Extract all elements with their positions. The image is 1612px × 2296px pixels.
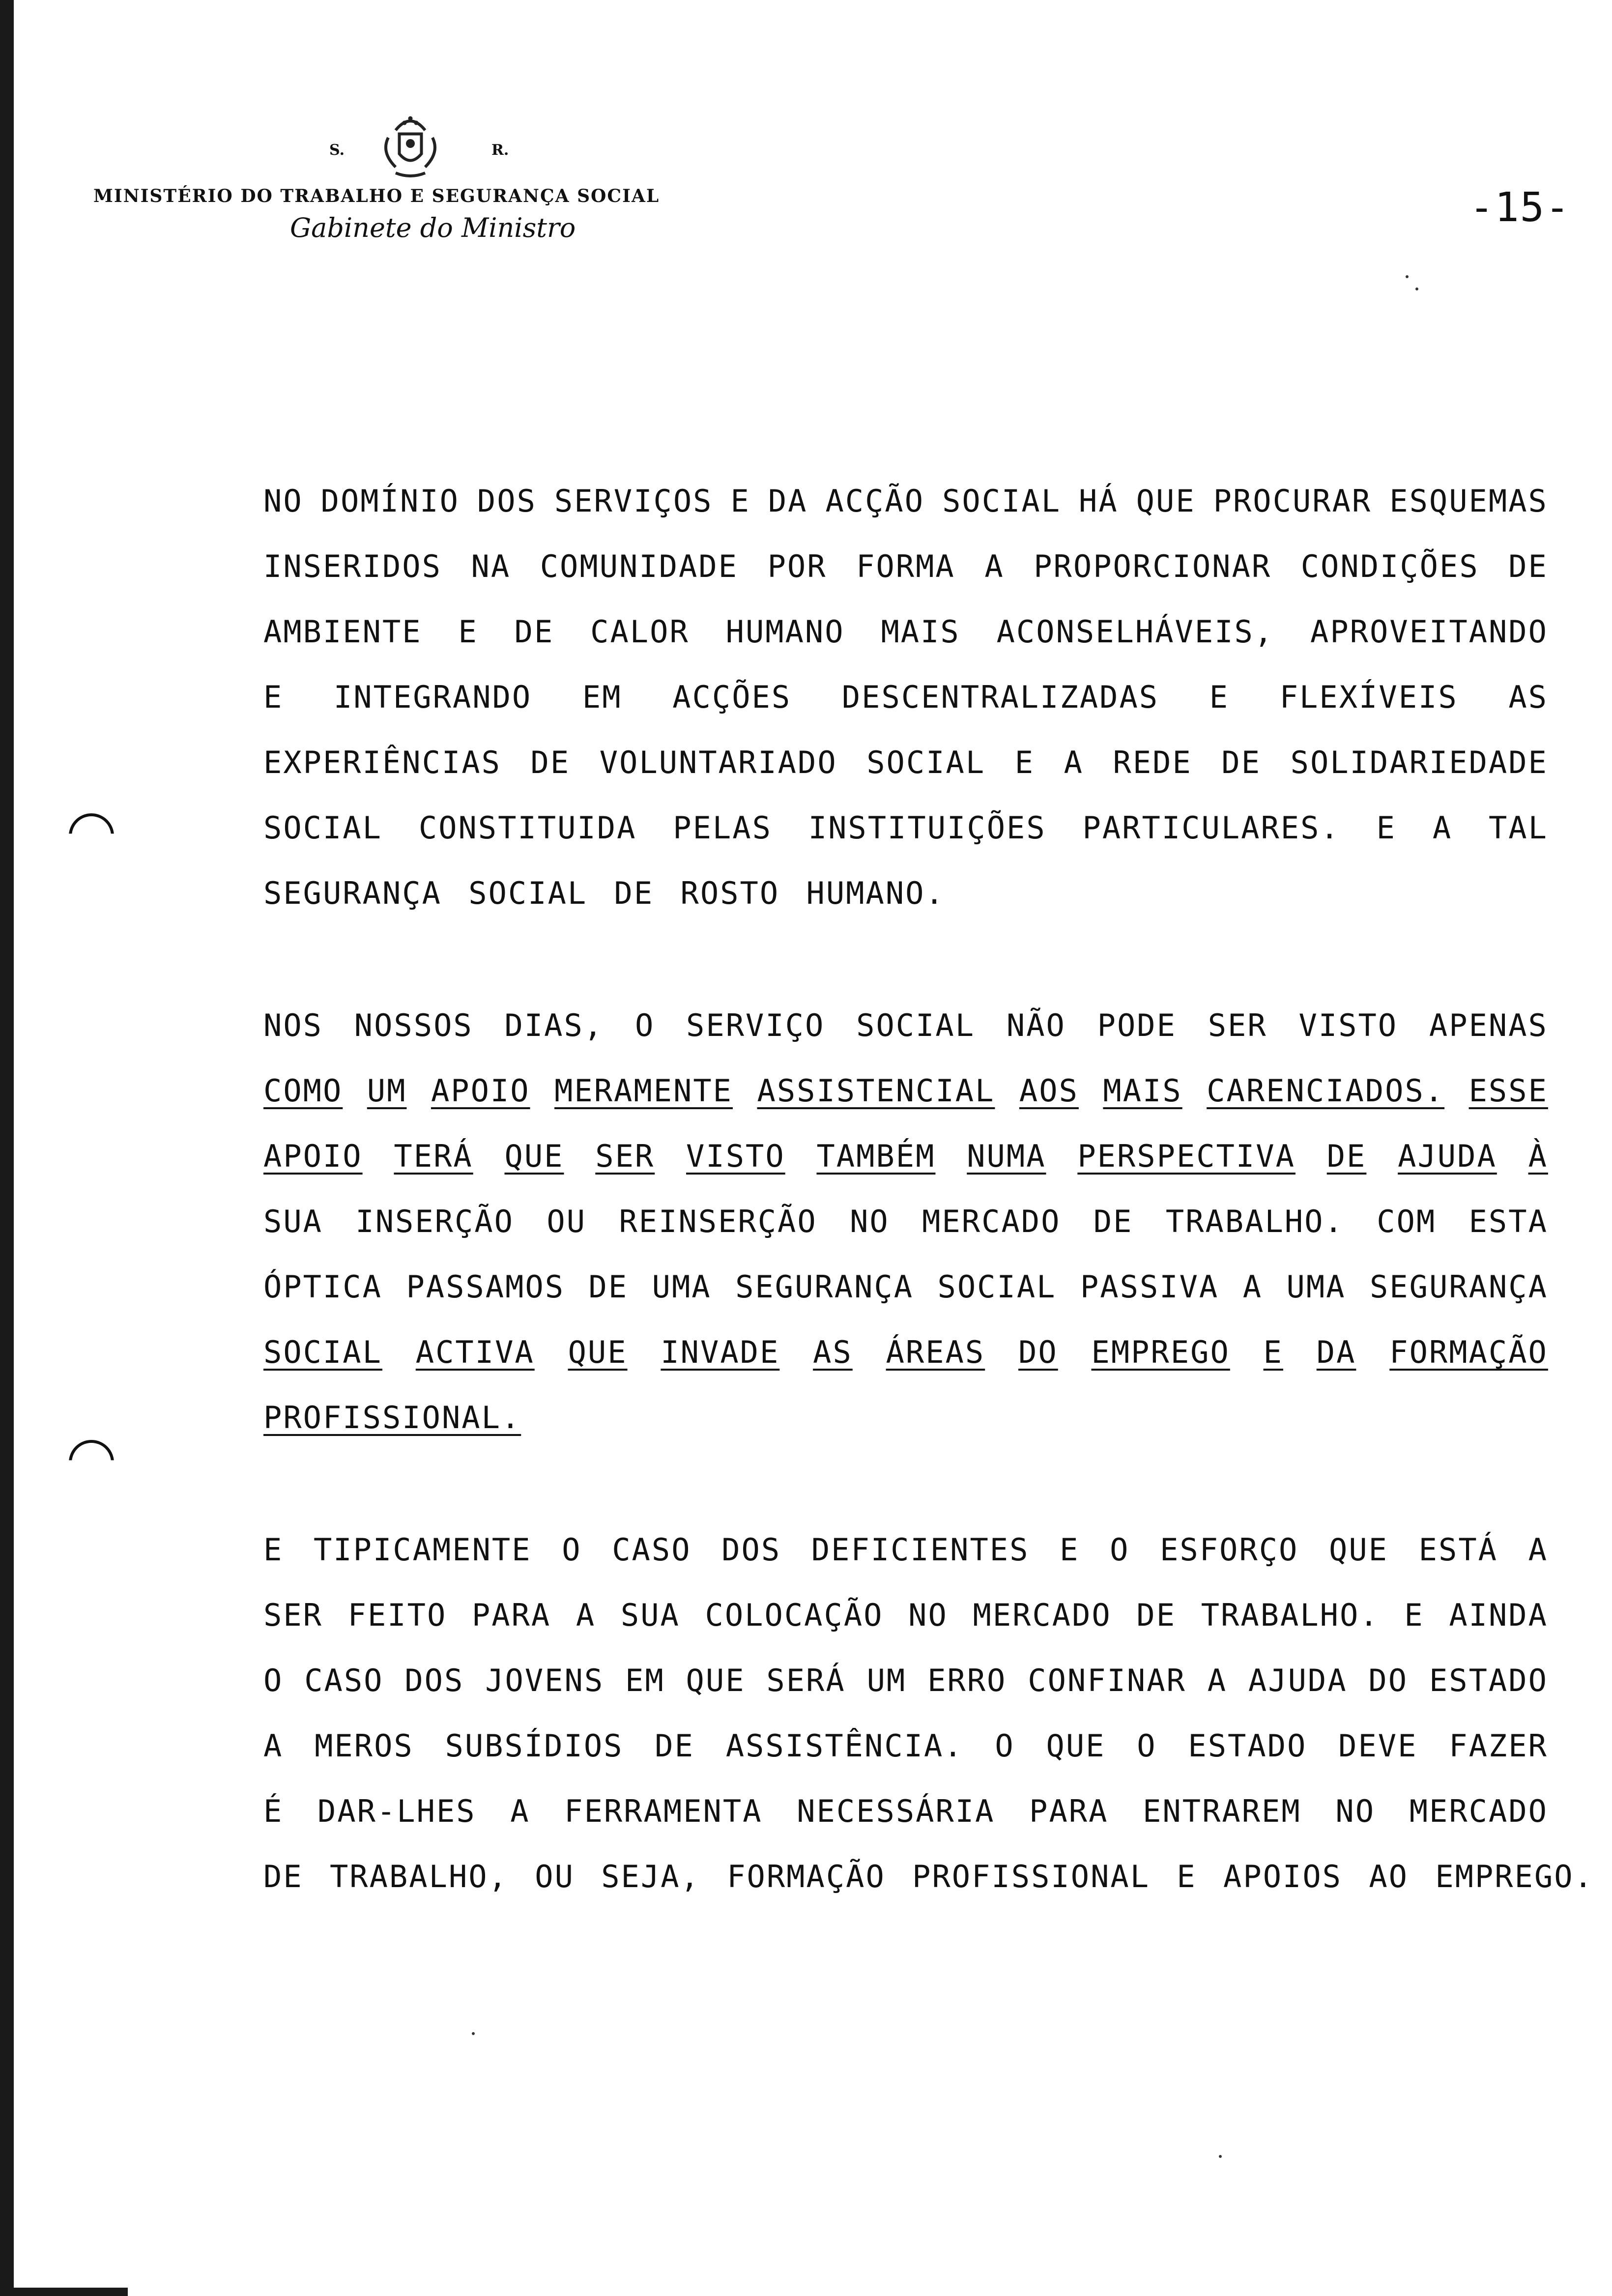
word: DE: [514, 614, 554, 650]
word: QUE: [686, 1663, 746, 1698]
word: APOIO: [431, 1073, 530, 1109]
word: O: [263, 1663, 284, 1698]
word: INSERÇÃO: [355, 1204, 514, 1239]
word: O: [1110, 1532, 1130, 1568]
word: PELAS: [673, 810, 772, 846]
text-line: [263, 1254, 1548, 1320]
word: ESFORÇO: [1160, 1532, 1299, 1568]
word: E: [1404, 1597, 1424, 1633]
word: REDE: [1113, 745, 1192, 780]
word: ESSE: [1468, 1073, 1548, 1109]
word: AMBIENTE: [263, 614, 422, 650]
word: A: [1207, 1663, 1228, 1698]
word: SOCIAL: [937, 1269, 1057, 1305]
word: E: [1209, 679, 1230, 715]
word: PODE: [1097, 1007, 1177, 1043]
word: INSTITUIÇÕES: [808, 810, 1046, 846]
word: ENTRAREM: [1143, 1793, 1301, 1829]
text-line: [263, 1123, 1548, 1189]
word: ÓPTICA: [263, 1269, 382, 1305]
word: EM: [582, 679, 622, 715]
word: AJUDA: [1398, 1138, 1497, 1174]
word: MERCADO: [922, 1204, 1061, 1239]
word: MERCADO: [1409, 1793, 1548, 1829]
word: UM: [367, 1073, 407, 1109]
word: O: [634, 1007, 655, 1043]
text-line: [263, 534, 1548, 599]
word: SOCIAL: [866, 745, 986, 780]
word: SEGURANÇA: [1369, 1269, 1548, 1305]
word: NOSSOS: [354, 1007, 473, 1043]
word: ACÇÕES: [672, 679, 792, 715]
word: VOLUNTARIADO: [599, 745, 837, 780]
word: FLEXÍVEIS: [1279, 679, 1458, 715]
word: E: [263, 1532, 284, 1568]
word: MAIS: [881, 614, 960, 650]
letterhead: [88, 98, 747, 265]
scan-speck: [472, 2032, 475, 2035]
paragraph-2: [263, 993, 1548, 1450]
word: O: [1137, 1728, 1157, 1764]
word: DO: [1368, 1663, 1409, 1698]
word: ACÇÃO: [825, 483, 925, 519]
word: A: [263, 1728, 284, 1764]
word: PASSIVA: [1080, 1269, 1219, 1305]
word: CONDIÇÕES: [1300, 548, 1479, 584]
word: COMO: [263, 1073, 343, 1109]
word: PROPORCIONAR: [1034, 548, 1272, 584]
text-line: [263, 1779, 1548, 1844]
word: A: [510, 1793, 530, 1829]
word: DOMÍNIO: [320, 483, 460, 519]
word: SER: [1208, 1007, 1267, 1043]
word: SOCIAL: [942, 483, 1062, 519]
word: SER: [595, 1138, 655, 1174]
word: DO: [1018, 1334, 1058, 1370]
word: DOS: [721, 1532, 781, 1568]
word: FORMA: [856, 548, 955, 584]
text-line: [263, 795, 1548, 861]
word: SUA: [620, 1597, 680, 1633]
word: INTEGRANDO: [333, 679, 532, 715]
word: NO: [1335, 1793, 1376, 1829]
word: EMPREGO: [1091, 1334, 1230, 1370]
word: DE: [588, 1269, 629, 1305]
word: INVADE: [661, 1334, 780, 1370]
word: DEVE: [1338, 1728, 1418, 1764]
word: E: [1014, 745, 1035, 780]
word: MERCADO: [973, 1597, 1112, 1633]
word: CALOR: [590, 614, 690, 650]
word: APENAS: [1429, 1007, 1548, 1043]
word: APOIO: [263, 1138, 363, 1174]
word: CASO: [612, 1532, 691, 1568]
text-line: [263, 1517, 1548, 1582]
word: ESQUEMAS: [1389, 483, 1548, 519]
word: SERVIÇOS: [554, 483, 713, 519]
word: NA: [471, 548, 511, 584]
word: COLOCAÇÃO: [705, 1597, 884, 1633]
word: NO: [850, 1204, 890, 1239]
word: DESCENTRALIZADAS: [841, 679, 1159, 715]
word: DIAS,: [504, 1007, 604, 1043]
word: POR: [767, 548, 827, 584]
text-line-content: SEGURANÇA SOCIAL DE ROSTO HUMANO.: [263, 875, 945, 911]
word: ÁREAS: [886, 1334, 985, 1370]
word: AS: [813, 1334, 853, 1370]
word: DE: [1508, 548, 1548, 584]
text-line: [263, 993, 1548, 1058]
word: TRABALHO.: [1201, 1597, 1380, 1633]
word: OU: [547, 1204, 587, 1239]
word: TAMBÉM: [816, 1138, 936, 1174]
word: ESTADO: [1429, 1663, 1548, 1698]
paragraph-3: [263, 1517, 1594, 1909]
word: DE: [1221, 745, 1262, 780]
word: FEITO: [347, 1597, 447, 1633]
word: DAR-LHES: [317, 1793, 476, 1829]
word: ESTA: [1468, 1204, 1548, 1239]
word: DE: [655, 1728, 694, 1764]
binding-edge: [0, 0, 14, 2296]
word: E: [458, 614, 478, 650]
text-line-content: PROFISSIONAL.: [263, 1400, 521, 1435]
word: DEFICIENTES: [811, 1532, 1030, 1568]
word: DA: [1316, 1334, 1356, 1370]
word: UM: [866, 1663, 907, 1698]
word: A: [576, 1597, 596, 1633]
word: CONFINAR: [1028, 1663, 1186, 1698]
page-number: -15-: [1469, 184, 1571, 231]
word: PARTICULARES.: [1082, 810, 1340, 846]
word: AJUDA: [1248, 1663, 1348, 1698]
text-line: [263, 664, 1548, 730]
word: A: [984, 548, 1005, 584]
word: APROVEITANDO: [1310, 614, 1548, 650]
word: DOS: [404, 1663, 464, 1698]
paragraph-1: [263, 468, 1548, 926]
crest-letter-left: S.: [329, 142, 345, 159]
word: MEROS: [315, 1728, 414, 1764]
word: NECESSÁRIA: [797, 1793, 995, 1829]
word: E: [1263, 1334, 1283, 1370]
word: ERRO: [927, 1663, 1007, 1698]
word: AS: [1508, 679, 1548, 715]
word: PARA: [471, 1597, 551, 1633]
word: PARA: [1029, 1793, 1109, 1829]
word: UMA: [1286, 1269, 1346, 1305]
word: REINSERÇÃO: [619, 1204, 817, 1239]
text-line: [263, 1058, 1548, 1123]
word: ACTIVA: [415, 1334, 535, 1370]
word: COM: [1377, 1204, 1437, 1239]
word: O: [562, 1532, 582, 1568]
word: SEGURANÇA: [735, 1269, 914, 1305]
coat-of-arms-icon: [374, 108, 447, 182]
office-name: Gabinete do Ministro: [290, 212, 576, 243]
word: O: [995, 1728, 1015, 1764]
text-line: [263, 1385, 1548, 1450]
word: AINDA: [1449, 1597, 1548, 1633]
word: SUBSÍDIOS: [445, 1728, 624, 1764]
word: PASSAMOS: [406, 1269, 565, 1305]
word: SOCIAL: [856, 1007, 976, 1043]
text-line: [263, 1844, 1594, 1909]
word: SOLIDARIEDADE: [1290, 745, 1548, 780]
word: HUMANO: [725, 614, 845, 650]
word: SOCIAL: [263, 810, 382, 846]
word: NO: [908, 1597, 948, 1633]
word: MAIS: [1103, 1073, 1182, 1109]
word: TAL: [1488, 810, 1548, 846]
text-line: [263, 1320, 1548, 1385]
word: NOS: [263, 1007, 323, 1043]
word: NO: [263, 483, 303, 519]
word: DE: [1136, 1597, 1177, 1633]
word: SOCIAL: [263, 1334, 382, 1370]
binding-edge-bottom: [0, 2288, 128, 2296]
text-line: [263, 599, 1548, 664]
word: FORMAÇÃO: [1389, 1334, 1548, 1370]
word: DOS: [477, 483, 537, 519]
word: E: [1376, 810, 1396, 846]
text-line: [263, 1713, 1548, 1779]
word: TRABALHO.: [1165, 1204, 1344, 1239]
word: NUMA: [967, 1138, 1046, 1174]
text-line: [263, 1648, 1548, 1713]
word: TERÁ: [394, 1138, 473, 1174]
word: PROCURAR: [1213, 483, 1372, 519]
scan-speck: [1406, 275, 1409, 278]
scan-speck: [1219, 2155, 1222, 2158]
word: DE: [1326, 1138, 1367, 1174]
word: COMUNIDADE: [540, 548, 739, 584]
word: SERVIÇO: [686, 1007, 825, 1043]
word: EM: [625, 1663, 665, 1698]
word: ACONSELHÁVEIS,: [996, 614, 1274, 650]
punch-hole-bottom: [69, 1440, 114, 1485]
word: ASSISTÊNCIA.: [725, 1728, 964, 1764]
scan-speck: [1415, 287, 1418, 290]
word: ESTÁ: [1418, 1532, 1498, 1568]
word: AOS: [1019, 1073, 1079, 1109]
word: HÁ: [1079, 483, 1119, 519]
word: É: [263, 1793, 284, 1829]
word: VISTO: [686, 1138, 785, 1174]
word: MERAMENTE: [554, 1073, 733, 1109]
word: DA: [768, 483, 808, 519]
word: A: [1242, 1269, 1263, 1305]
word: VISTO: [1298, 1007, 1398, 1043]
word: DE: [1093, 1204, 1133, 1239]
word: JOVENS: [485, 1663, 604, 1698]
word: UMA: [652, 1269, 712, 1305]
word: QUE: [1136, 483, 1196, 519]
word: EXPERIÊNCIAS: [263, 745, 501, 780]
word: E: [1060, 1532, 1080, 1568]
word: DE: [530, 745, 571, 780]
word: FAZER: [1449, 1728, 1548, 1764]
word: E: [730, 483, 750, 519]
word: SERÁ: [766, 1663, 846, 1698]
word: À: [1528, 1138, 1548, 1174]
word: QUE: [568, 1334, 628, 1370]
word: PERSPECTIVA: [1077, 1138, 1295, 1174]
word: ESTADO: [1188, 1728, 1307, 1764]
word: QUE: [1046, 1728, 1106, 1764]
word: ASSISTENCIAL: [757, 1073, 995, 1109]
text-line: [263, 1582, 1548, 1648]
word: CARENCIADOS.: [1207, 1073, 1445, 1109]
word: E: [263, 679, 284, 715]
text-line: [263, 1189, 1548, 1254]
word: A: [1432, 810, 1453, 846]
word: TIPICAMENTE: [313, 1532, 532, 1568]
text-line: [263, 861, 1548, 926]
word: FERRAMENTA: [564, 1793, 763, 1829]
word: QUE: [504, 1138, 564, 1174]
word: CONSTITUIDA: [418, 810, 637, 846]
word: NÃO: [1006, 1007, 1066, 1043]
word: QUE: [1329, 1532, 1389, 1568]
text-line-content: DE TRABALHO, OU SEJA, FORMAÇÃO PROFISSIONAL E APOIOS AO EMPREGO.: [263, 1859, 1594, 1894]
punch-hole-top: [69, 813, 114, 859]
ministry-name: MINISTÉRIO DO TRABALHO E SEGURANÇA SOCIAL: [93, 186, 660, 206]
word: A: [1064, 745, 1084, 780]
word: CASO: [304, 1663, 384, 1698]
text-line: [263, 730, 1548, 795]
word: INSERIDOS: [263, 548, 442, 584]
crest-letter-right: R.: [491, 142, 509, 159]
text-line: [263, 468, 1548, 534]
word: SUA: [263, 1204, 323, 1239]
word: SER: [263, 1597, 323, 1633]
word: A: [1528, 1532, 1548, 1568]
